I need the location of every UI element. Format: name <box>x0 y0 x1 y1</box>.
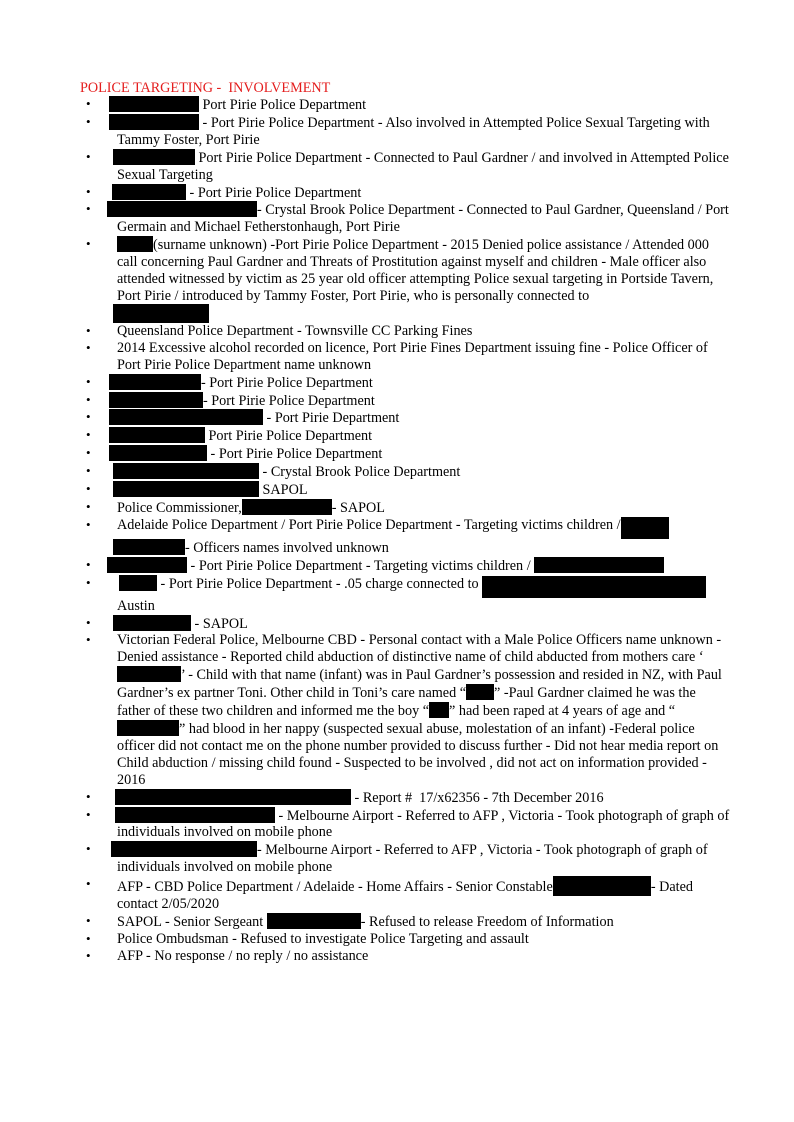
list-item: • Port Pirie Police Department <box>0 427 794 445</box>
redaction-block <box>109 374 201 390</box>
redaction-block <box>111 841 257 857</box>
redaction-block <box>107 557 187 573</box>
redaction-block <box>429 702 449 718</box>
redaction-block <box>482 576 706 598</box>
list-item: • - Port Pirie Police Department <box>0 374 794 392</box>
list-item: • Adelaide Police Department / Port Pirie Police Department - Targeting victims children / - Officers names involved unknown <box>0 517 794 557</box>
redaction-block <box>112 184 186 200</box>
list-item: • - Port Pirie Police Department - .05 charge connected to Austin <box>0 575 794 615</box>
involvement-list <box>0 96 794 965</box>
list-item: • Police Ombudsman - Refused to investigate Police Targeting and assault <box>0 931 794 948</box>
redaction-block <box>242 499 332 515</box>
redaction-block <box>113 539 185 555</box>
redaction-block <box>621 517 669 539</box>
list-item: • - Port Pirie Police Department - Targeting victims children / <box>0 557 794 575</box>
list-item: • Port Pirie Police Department <box>0 96 794 114</box>
list-item: • - Port Pirie Police Department - Also involved in Attempted Police Sexual Targeting with Tammy Foster, Port Pirie <box>0 114 794 149</box>
redaction-block <box>119 575 157 591</box>
redaction-block <box>113 481 259 497</box>
redaction-block <box>267 913 361 929</box>
list-item: • AFP - No response / no reply / no assistance <box>0 948 794 965</box>
redaction-block <box>113 463 259 479</box>
redaction-block <box>115 807 275 823</box>
redaction-block <box>117 720 179 736</box>
list-item: • (surname unknown) -Port Pirie Police Department - 2015 Denied police assistance / Attended 000 call concerning Paul Gardner and Threats of Prostitution against myself and children - Male officer also attended witnessed by victim as 25 year old officer attempting Police sexual targeting in Portside Tavern, Port Pirie / introduced by Tammy Foster, Port Pirie, who is personally connected to <box>0 236 794 323</box>
redaction-block <box>109 445 207 461</box>
redaction-block <box>109 409 263 425</box>
redaction-block <box>117 236 153 252</box>
list-item: • - Crystal Brook Police Department - Connected to Paul Gardner, Queensland / Port Germain and Michael Fetherstonhaugh, Port Pirie <box>0 201 794 236</box>
redaction-block <box>107 201 257 217</box>
redaction-block <box>117 666 181 682</box>
list-item: • - Port Pirie Police Department <box>0 184 794 202</box>
list-item: • - Port Pirie Police Department <box>0 392 794 410</box>
redaction-block <box>109 114 199 130</box>
redaction-block <box>113 149 195 165</box>
list-item: • - Port Pirie Police Department <box>0 445 794 463</box>
list-item: • - Melbourne Airport - Referred to AFP , Victoria - Took photograph of graph of individuals involved on mobile phone <box>0 841 794 876</box>
list-item: • - Report # 17/x62356 - 7th December 2016 <box>0 789 794 807</box>
redaction-block <box>109 96 199 112</box>
list-item: • Police Commissioner, - SAPOL <box>0 499 794 517</box>
list-item: • AFP - CBD Police Department / Adelaide - Home Affairs - Senior Constable - Dated contact 2/05/2020 <box>0 876 794 913</box>
redaction-block <box>466 684 494 700</box>
redaction-block <box>109 392 203 408</box>
list-item: • - Port Pirie Department <box>0 409 794 427</box>
redaction-block <box>113 304 209 323</box>
list-item: • Port Pirie Police Department - Connected to Paul Gardner / and involved in Attempted Police Sexual Targeting <box>0 149 794 184</box>
redaction-block <box>553 876 651 896</box>
list-item: • - Melbourne Airport - Referred to AFP , Victoria - Took photograph of graph of individuals involved on mobile phone <box>0 807 794 842</box>
list-item: • Victorian Federal Police, Melbourne CBD - Personal contact with a Male Police Officers name unknown - Denied assistance - Reported child abduction of distinctive name of child abducted from mothers care ‘’ - Child with that name (infant) was in Paul Gardner’s possession and resided in NZ, with Paul Gardner’s ex partner Toni. Other child in Toni’s care named “ ” -Paul Gardner claimed he was the father of these two children and informed me the boy “ ” had been raped at 4 years of age and “” had blood in her nappy (suspected sexual abuse, molestation of an infant) -Federal police officer did not contact me on the phone number provided to discuss further - Did not hear media report on Child abduction / missing child found - Suspected to be involved , did not act on information provided - 2016 <box>0 632 794 788</box>
list-item: • SAPOL <box>0 481 794 499</box>
redaction-block <box>113 615 191 631</box>
list-item: • - SAPOL <box>0 615 794 633</box>
redaction-block <box>115 789 351 805</box>
redaction-block <box>109 427 205 443</box>
section-heading: POLICE TARGETING - INVOLVEMENT <box>80 80 331 96</box>
list-item: • SAPOL - Senior Sergeant - Refused to release Freedom of Information <box>0 913 794 931</box>
list-item: • Queensland Police Department - Townsville CC Parking Fines <box>0 323 794 340</box>
redaction-block <box>534 557 664 573</box>
list-item: • - Crystal Brook Police Department <box>0 463 794 481</box>
list-item: • 2014 Excessive alcohol recorded on licence, Port Pirie Fines Department issuing fine - Police Officer of Port Pirie Police Department name unknown <box>0 340 794 374</box>
